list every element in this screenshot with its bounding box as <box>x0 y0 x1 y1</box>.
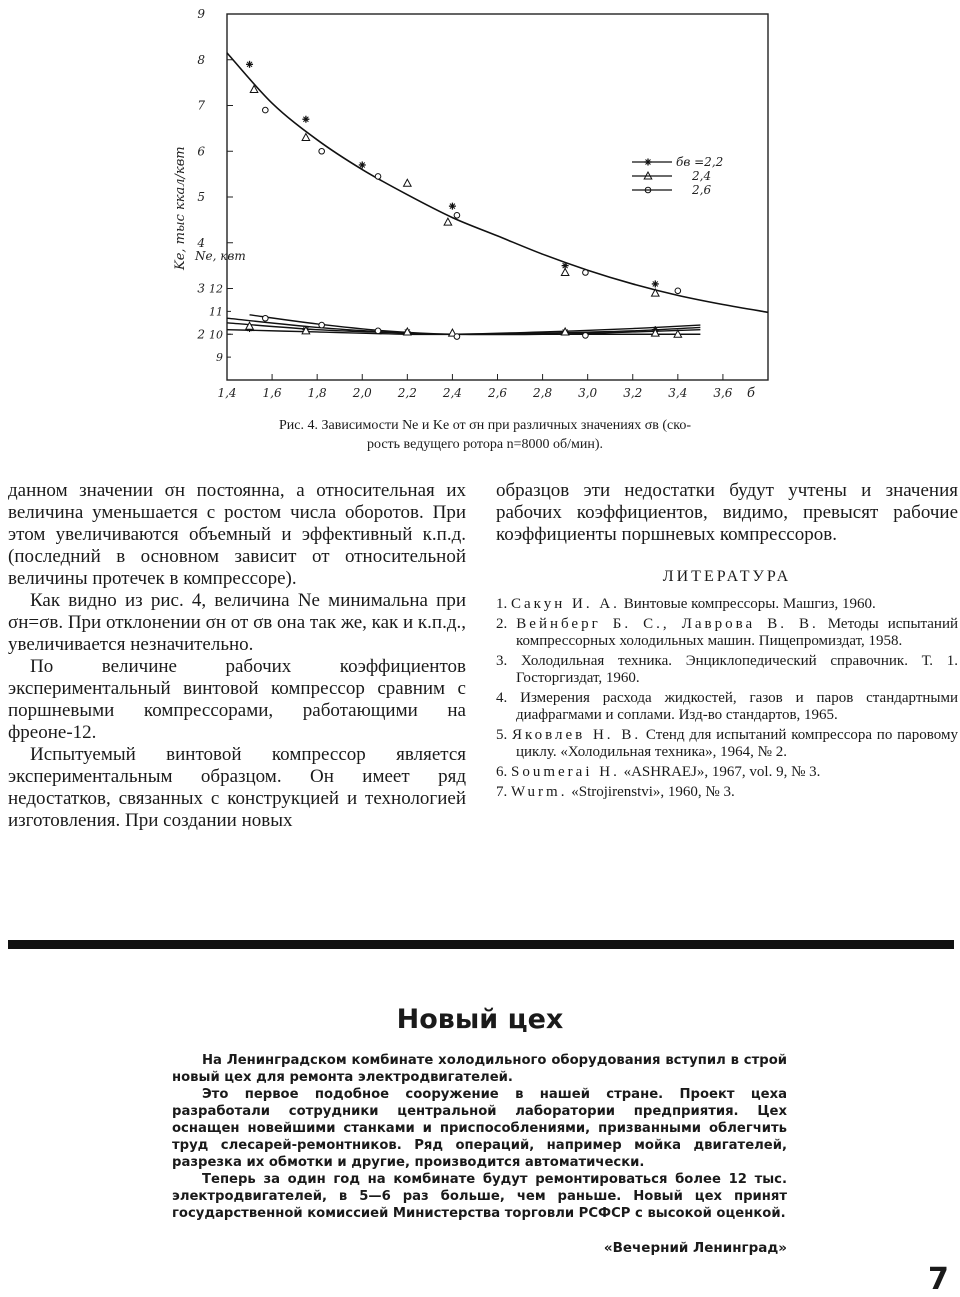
data-point-K <box>263 107 269 113</box>
paragraph: образцов эти недостатки будут учтены и значения рабочих коэффициентов, видимо, превысят рабочие коэффициенты поршневых компрессоров. <box>496 480 958 545</box>
legend-label: 2,4 <box>692 169 712 183</box>
data-point-K <box>375 174 381 180</box>
paragraph: По величине рабочих коэффициентов экспериментальный винтовой компрессор сравним с поршневыми компрессорами, работающими на фреоне-12. <box>8 656 466 743</box>
reference-item: 5. Яковлев Н. В. Стенд для испытаний компрессора по паровому циклу. «Холодильная техника», 1964, № 2. <box>496 727 958 760</box>
data-point-N <box>263 315 269 321</box>
data-point-K <box>246 61 253 68</box>
reference-item: 3. Холодильная техника. Энциклопедический справочник. Т. 1. Госторгиздат, 1960. <box>496 653 959 686</box>
data-point-K <box>675 288 681 294</box>
x-tick-label: 1,6 <box>262 386 282 400</box>
x-tick-label: 3,2 <box>623 386 643 400</box>
x-axis-label: б <box>747 386 755 401</box>
x-tick-label: 3,4 <box>668 386 688 400</box>
x-tick-label: 2,2 <box>397 386 417 400</box>
data-point-K <box>444 218 452 225</box>
y-tick-label-K: 6 <box>197 144 205 159</box>
y-tick-label-K: 7 <box>197 98 205 113</box>
y-tick-label-N: 10 <box>209 328 223 342</box>
data-point-N <box>319 322 325 328</box>
reference-list <box>496 596 958 801</box>
paragraph: Как видно из рис. 4, величина Ne минимальна при σн=σв. При отклонении σн от σв она так же, как и к.п.д., увеличивается незначительно. <box>8 590 466 655</box>
paragraph: данном значении σн постоянна, а относительная их величина уменьшается с ростом числа оборотов. При этом увеличиваются объемный и эффективный к.п.д. (последний в основном зависит от относительной величины протечек в компрессоре). <box>8 480 466 589</box>
y-tick-label-K: 4 <box>197 235 205 250</box>
y-tick-label-N: 12 <box>209 282 223 296</box>
paragraph: Испытуемый винтовой компрессор является экспериментальным образцом. Он имеет ряд недостатков, связанных с конструкцией и технологией изготовления. При создании новых <box>8 744 466 831</box>
news-title: Новый цех <box>396 1004 564 1035</box>
data-point-K <box>449 203 456 210</box>
data-point-N <box>583 333 589 339</box>
reference-item: 2. Вейнберг Б. С., Лаврова В. В. Методы испытаний компрессорных холодильных машин. Пищепромиздат, 1958. <box>496 616 958 649</box>
x-tick-label: 2,6 <box>487 386 508 400</box>
figure-caption <box>190 416 780 454</box>
x-tick-label: 1,8 <box>307 386 327 400</box>
x-tick-label: 1,4 <box>217 386 237 400</box>
x-tick-label: 3,6 <box>713 386 733 400</box>
reference-item: 4. Измерения расхода жидкостей, газов и паров стандартными диафрагмами и соплами. Изд-во стандартов, 1965. <box>496 690 958 723</box>
legend-label: 2,6 <box>692 183 712 197</box>
news-paragraph: Теперь за один год на комбинате будут ремонтироваться более 12 тыс. электродвигателей, в 5—6 раз больше, чем раньше. Новый цех принят государственной комиссией Министерства торговли РСФСР с высокой оценкой. <box>172 1172 787 1221</box>
data-point-K <box>583 270 589 276</box>
x-tick-label: 3,0 <box>578 386 598 400</box>
right-column <box>496 480 958 804</box>
x-tick-label: 2,4 <box>442 386 462 400</box>
caption-line-2: рость ведущего ротора n=8000 об/мин). <box>366 437 603 452</box>
legend-label: бв =2,2 <box>676 155 724 169</box>
y-tick-label-N: 9 <box>216 351 223 365</box>
y-axis-label-N: Nе, квт <box>195 249 246 263</box>
reference-item: 1. Сакун И. А. Винтовые компрессоры. Машгиз, 1960. <box>496 596 876 612</box>
x-tick-label: 2,0 <box>352 386 372 400</box>
data-point-K <box>561 268 569 275</box>
data-point-N <box>375 328 381 334</box>
data-point-K <box>302 134 310 141</box>
y-tick-label-K: 9 <box>197 7 205 21</box>
y-tick-label-N: 11 <box>209 305 223 319</box>
y-tick-label-K: 2 <box>197 327 205 342</box>
figure-4 <box>150 0 790 410</box>
y-tick-label-K: 5 <box>197 190 205 204</box>
data-point-K <box>652 280 659 287</box>
left-column <box>8 480 466 832</box>
x-tick-label: 2,8 <box>533 386 553 400</box>
data-point-K <box>359 161 366 168</box>
page-number: 7 <box>928 1262 949 1297</box>
news-paragraph: Это первое подобное сооружение в нашей стране. Проект цеха разработали сотрудники центральной лаборатории предприятия. Цех оснащен новейшими станками и приспособлениями, призванными облегчить труд слесарей-ремонтников. Ряд операций, например мойка двигателей, разрезка их обмотки и другие, производится автоматически. <box>172 1087 787 1170</box>
news-paragraph: На Ленинградском комбинате холодильного оборудования вступил в строй новый цех для ремонта электродвигателей. <box>172 1053 787 1085</box>
plot-frame <box>227 14 768 380</box>
data-point-N <box>454 334 460 340</box>
caption-line-1: Рис. 4. Зависимости Ne и Ke от σн при различных значениях σв (ско- <box>279 418 691 433</box>
reference-item: 6. Soumerai H. «ASHRAEJ», 1967, vol. 9, № 3. <box>496 764 821 780</box>
data-point-K <box>404 179 412 186</box>
news-body <box>172 1052 787 1222</box>
y-axis-label-K: Kе, тыс ккал/квт <box>173 146 188 270</box>
data-point-K <box>302 116 309 123</box>
y-tick-label-K: 8 <box>197 52 205 67</box>
data-point-N <box>246 322 254 329</box>
data-point-K <box>319 148 325 154</box>
fit-curve-K <box>227 53 768 312</box>
y-tick-label-K: 3 <box>197 281 205 296</box>
data-point-K <box>454 213 460 219</box>
chart <box>150 0 790 410</box>
reference-item: 7. Wurm. «Strojirenstvi», 1960, № 3. <box>496 784 735 800</box>
news-source: «Вечерний Ленинград» <box>603 1240 787 1256</box>
section-divider <box>8 940 954 949</box>
literature-heading: ЛИТЕРАТУРА <box>662 568 792 585</box>
